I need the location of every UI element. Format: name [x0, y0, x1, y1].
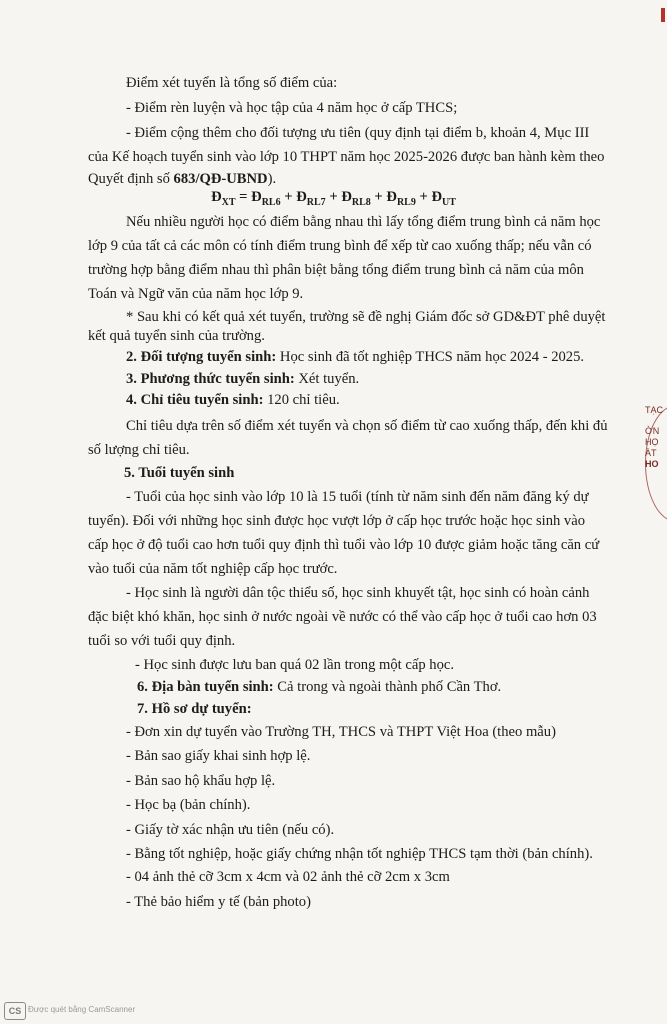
- text-line: của Kế hoạch tuyển sinh vào lớp 10 THPT năm học 2025-2026 được ban hành kèm theo: [88, 149, 605, 165]
- camscanner-logo-icon: CS: [4, 1002, 26, 1020]
- text-line: - Điểm cộng thêm cho đối tượng ưu tiên (quy định tại điểm b, khoản 4, Mục III: [126, 125, 590, 141]
- section-3: [126, 370, 359, 388]
- scanner-caption: Được quét bằng CamScanner: [28, 1005, 136, 1014]
- text-line: kết quả tuyển sinh của trường.: [88, 328, 265, 344]
- section-heading: 3. Phương thức tuyển sinh:: [126, 371, 295, 387]
- text-line: [88, 170, 276, 188]
- score-formula: $Đ_{XT}$ = $Đ_{RL6}$ + $Đ_{RL7}$ + $Đ_{RL8}$ + $Đ_{RL9}$ + $Đ_{UT}$: [211, 189, 456, 208]
- text-line: - Tuổi của học sinh vào lớp 10 là 15 tuổi (tính từ năm sinh đến năm đăng ký dự: [126, 489, 589, 505]
- section-heading: 4. Chỉ tiêu tuyển sinh:: [126, 392, 264, 408]
- list-item: - Thẻ bảo hiểm y tế (bản photo): [126, 894, 311, 910]
- official-stamp-text: TẠC ỜN HỌ ÀT HO: [645, 405, 663, 469]
- text-line: * Sau khi có kết quả xét tuyển, trường sẽ đề nghị Giám đốc sở GD&ĐT phê duyệt: [126, 309, 606, 325]
- section-2: [126, 348, 584, 366]
- list-item: - Bằng tốt nghiệp, hoặc giấy chứng nhận tốt nghiệp THCS tạm thời (bản chính).: [126, 846, 593, 862]
- text-line: - Học sinh là người dân tộc thiểu số, học sinh khuyết tật, học sinh có hoàn cảnh: [126, 585, 590, 601]
- text-line: tuổi so với tuổi quy định.: [88, 633, 236, 649]
- text-line: trường hợp bằng điểm nhau thì phân biệt bằng tổng điểm trung bình cả năm của môn: [88, 262, 584, 278]
- list-item: - Đơn xin dự tuyển vào Trường TH, THCS và THPT Việt Hoa (theo mẫu): [126, 724, 556, 740]
- text-line: Nếu nhiều người học có điểm bằng nhau thì lấy tổng điểm trung bình cả năm học: [126, 214, 601, 230]
- section-4: [126, 391, 340, 409]
- section-body: 120 chỉ tiêu.: [263, 392, 340, 408]
- list-item: - Giấy tờ xác nhận ưu tiên (nếu có).: [126, 822, 335, 838]
- section-body: Học sinh đã tốt nghiệp THCS năm học 2024 - 2025.: [276, 349, 585, 365]
- text-line: số lượng chỉ tiêu.: [88, 442, 190, 458]
- list-item: - 04 ảnh thẻ cỡ 3cm x 4cm và 02 ảnh thẻ cỡ 2cm x 3cm: [126, 869, 450, 885]
- text-line: đặc biệt khó khăn, học sinh ở nước ngoài về nước có thể vào cấp học ở tuổi cao hơn 03: [88, 609, 597, 625]
- text-line: cấp học ở độ tuổi cao hơn tuổi quy định thì tuổi vào lớp 10 được giảm hoặc tăng căn cứ: [88, 537, 600, 553]
- text-line: - Điểm rèn luyện và học tập của 4 năm học ở cấp THCS;: [126, 100, 458, 116]
- section-body: Cả trong và ngoài thành phố Cần Thơ.: [273, 679, 502, 695]
- section-6: [137, 678, 501, 696]
- section-body: Xét tuyển.: [294, 371, 360, 387]
- list-item: - Bản sao giấy khai sinh hợp lệ.: [126, 748, 311, 764]
- corner-mark: [661, 8, 665, 22]
- section-7-heading: 7. Hồ sơ dự tuyển:: [137, 701, 252, 717]
- text-line: vào tuổi của năm tốt nghiệp cấp học trước.: [88, 561, 338, 577]
- section-heading: 6. Địa bàn tuyển sinh:: [137, 679, 274, 695]
- text-line: lớp 9 của tất cả các môn có tính điểm trung bình để xếp từ cao xuống thấp; nếu vẫn có: [88, 238, 592, 254]
- decision-number: 683/QĐ-UBND: [173, 171, 268, 187]
- section-5-heading: 5. Tuổi tuyển sinh: [124, 465, 235, 481]
- text-line: tuyển). Đối với những học sinh được học vượt lớp ở cấp học trước hoặc học sinh vào: [88, 513, 586, 529]
- decision-prefix: Quyết định số: [88, 171, 170, 187]
- list-item: - Học bạ (bản chính).: [126, 797, 251, 813]
- section-heading: 2. Đối tượng tuyển sinh:: [126, 349, 277, 365]
- decision-suffix: ).: [267, 171, 277, 187]
- text-line: Toán và Ngữ văn của năm học lớp 9.: [88, 286, 304, 302]
- list-item: - Bản sao hộ khẩu hợp lệ.: [126, 773, 276, 789]
- text-line: Chỉ tiêu dựa trên số điểm xét tuyển và chọn số điểm từ cao xuống thấp, đến khi đủ: [126, 418, 608, 434]
- text-line: - Học sinh được lưu ban quá 02 lần trong một cấp học.: [135, 657, 454, 673]
- text-line: Điểm xét tuyển là tổng số điểm của:: [126, 75, 338, 91]
